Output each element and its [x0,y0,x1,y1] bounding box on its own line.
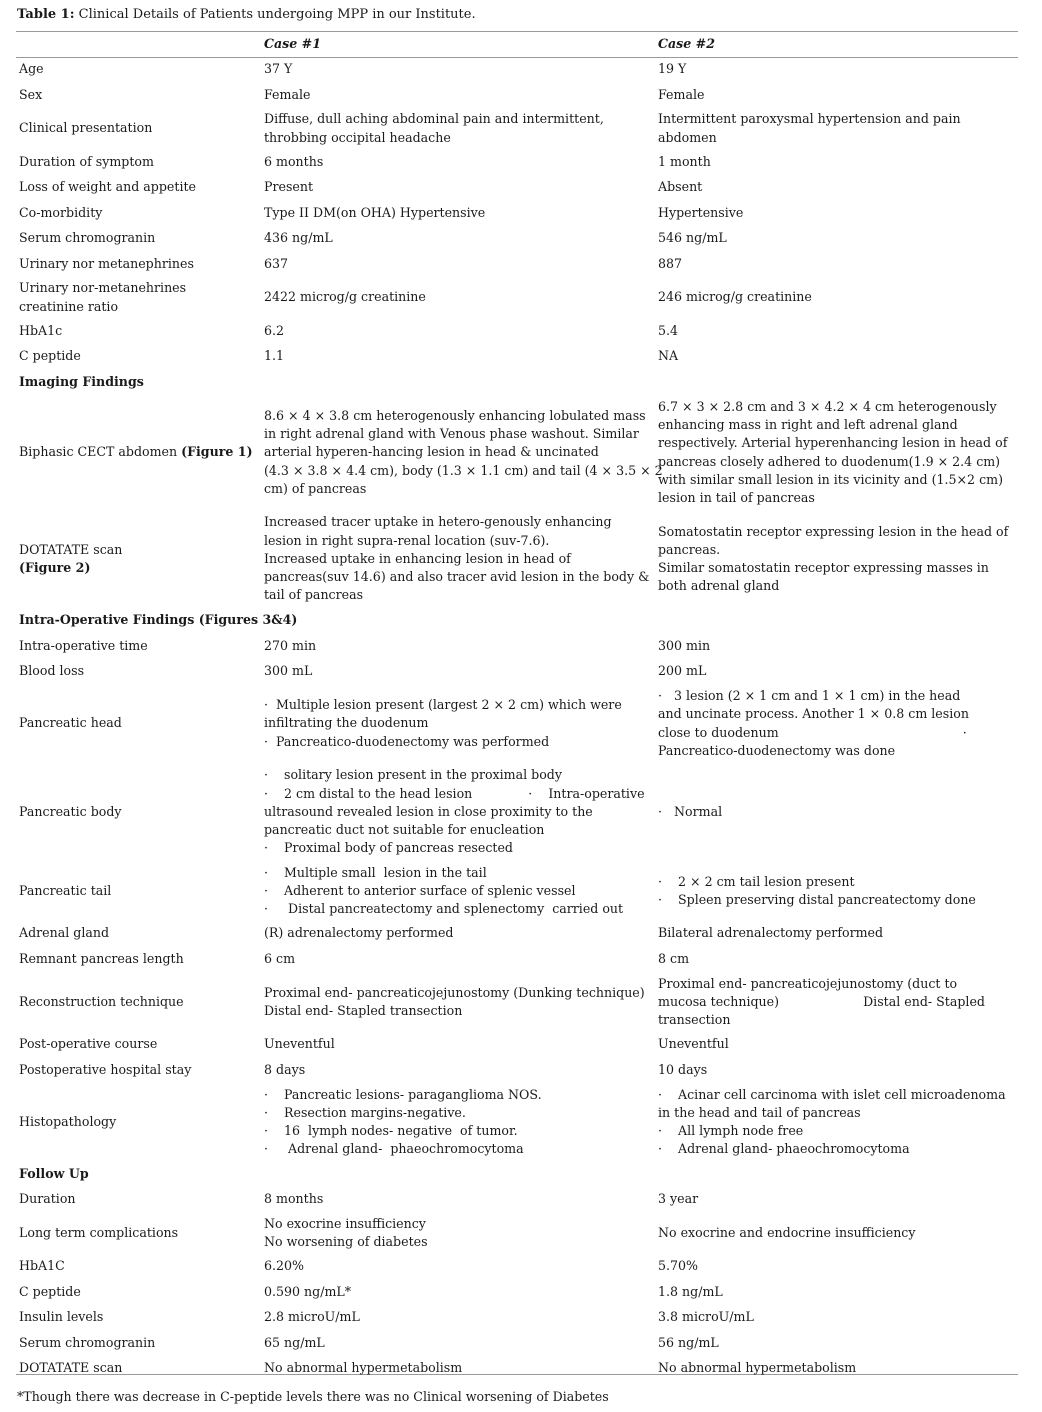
value-line: 6.2 [264,322,285,338]
value-line: Diffuse, dull aching abdominal pain and intermittent, [264,111,604,127]
case-1-value [261,1279,658,1305]
case-2-value [658,1330,1018,1356]
case-2-value [658,1212,1018,1254]
case-1-value [261,1254,658,1279]
value-line: ultrasound revealed lesion in close proximity to the [264,803,593,819]
row-label [16,1356,261,1380]
value-line: · 2 × 2 cm tail lesion present [658,873,855,889]
case-2-value [658,1356,1018,1380]
value-line: · Normal [658,803,723,819]
section-header-intra-operative-findings-figures-3-4 [16,608,1018,633]
value-line: Absent [658,179,703,195]
value-line: Uneventful [658,1036,729,1052]
value-line: · 3 lesion (2 × 1 cm and 1 × 1 cm) in the head [658,688,961,704]
row-label-line: creatinine ratio [19,298,119,314]
case-1-value [261,659,658,684]
row-label [16,108,261,149]
case-1-value [261,277,658,318]
row-label-text: Age [19,61,44,77]
value-line: arterial hyperen-hancing lesion in head & uncinated [264,444,599,460]
value-line: throbbing occipital headache [264,129,451,145]
case-1-value [261,175,658,200]
case-2-value [658,200,1018,226]
case-1-value [261,1305,658,1330]
row-label [16,318,261,344]
value-line: · Multiple small lesion in the tail [264,864,487,880]
row-label [16,1032,261,1057]
value-line: in right adrenal gland with Venous phase washout. Similar [264,426,639,442]
value-line: 0.590 ng/mL* [264,1283,352,1299]
row-label [16,395,261,510]
value-line: lesion in tail of pancreas [658,489,815,505]
row-label-text: Clinical presentation [19,120,153,136]
value-line: 637 [264,255,289,271]
row-label-text: Serum chromogranin [19,1334,156,1350]
value-line: enhancing mass in right and left adrenal gland [658,417,958,433]
row-label-text: Co-morbidity [19,204,103,220]
row-label [16,344,261,369]
value-line: pancreatic duct not suitable for enucleation [264,822,545,838]
value-line: Present [264,179,314,195]
case-1-value [261,149,658,175]
value-line: 887 [658,255,683,271]
value-line: Somatostatin receptor expressing lesion in the head of [658,523,1009,539]
case-2-value [658,921,1018,946]
case-1-value [261,1083,658,1161]
header-parameter [16,32,261,57]
case-1-value [261,861,658,921]
section-title: Imaging Findings [19,373,144,389]
case-1-value [261,200,658,226]
figure-reference: (Figure 1) [181,444,253,460]
row-label-text: Pancreatic head [19,715,122,731]
section-header-imaging-findings [16,369,1018,395]
row-label-text: Pancreatic body [19,803,122,819]
row-label [16,1187,261,1212]
section-title: Intra-Operative Findings (Figures 3&4) [19,612,298,628]
value-line: infiltrating the duodenum [264,715,429,731]
value-line: close to duodenum · [658,724,967,740]
table-row-pancreatic-head [16,684,1018,763]
value-line: 1.8 ng/mL [658,1283,723,1299]
row-label-text: C peptide [19,348,81,364]
value-line: mucosa technique) Distal end- Stapled [658,993,985,1009]
case-1-value [261,1330,658,1356]
value-line: · Acinar cell carcinoma with islet cell microadenoma [658,1086,1006,1102]
case-2-value [658,1254,1018,1279]
case-2-value [658,972,1018,1032]
case-2-value [658,82,1018,108]
row-label [16,57,261,82]
section-title: Follow Up [19,1165,89,1181]
value-line: · Adrenal gland- phaeochromocytoma [264,1141,524,1157]
table-caption-text: Clinical Details of Patients undergoing MPP in our Institute. [74,7,476,22]
case-1-value [261,1057,658,1083]
case-2-value [658,108,1018,149]
case-2-value [658,1032,1018,1057]
row-label-text: Reconstruction technique [19,993,184,1009]
value-line: abdomen [658,129,717,145]
row-label [16,1279,261,1305]
row-label [16,763,261,861]
row-label-text: Long term complications [19,1224,179,1240]
value-line: 6 cm [264,950,296,966]
case-1-value [261,108,658,149]
value-line: 10 days [658,1061,708,1077]
value-line: 1.1 [264,348,285,364]
case-2-value [658,1187,1018,1212]
row-label-text: Duration [19,1191,76,1207]
value-line: respectively. Arterial hyperenhancing lesion in head of [658,435,1008,451]
case-2-value [658,175,1018,200]
table-row-c-peptide [16,1279,1018,1305]
value-line: · 2 cm distal to the head lesion · Intra-operative [264,785,645,801]
value-line: No abnormal hypermetabolism [658,1359,857,1375]
value-line: 56 ng/mL [658,1334,719,1350]
table-row-post-operative-course [16,1032,1018,1057]
case-1-value [261,82,658,108]
table-row-pancreatic-body [16,763,1018,861]
value-line: NA [658,348,679,364]
case-1-value [261,395,663,510]
value-line: 8 months [264,1191,324,1207]
row-label [16,972,261,1032]
row-label [16,1083,261,1161]
row-label [16,861,261,921]
value-line: pancreas(suv 14.6) and also tracer avid lesion in the body & [264,569,650,585]
table-row-remnant-pancreas-length [16,946,1018,972]
table-row-co-morbidity [16,200,1018,226]
table-row-reconstruction-technique [16,972,1018,1032]
row-label-text: Biphasic CECT abdomen [19,444,178,460]
table-row-clinical-presentation [16,108,1018,149]
row-label-text: HbA1C [19,1258,65,1274]
row-label [16,1330,261,1356]
row-label-text: Duration of symptom [19,153,154,169]
value-line: 5.70% [658,1258,699,1274]
table-row-adrenal-gland [16,921,1018,946]
value-line: 270 min [264,637,317,653]
value-line: 1 month [658,153,711,169]
table-footnote: *Though there was decrease in C-peptide levels there was no Clinical worsening of Diabetes [17,1389,609,1404]
row-label-line: Urinary nor-metanehrines [19,280,187,296]
table-row-loss-of-weight-and-appetite [16,175,1018,200]
row-label-text: Postoperative hospital stay [19,1061,192,1077]
table-row-duration-of-symptom [16,149,1018,175]
row-label-text: Blood loss [19,663,85,679]
case-1-value [261,226,658,251]
value-line: transection [658,1012,731,1028]
case-2-value [658,57,1018,82]
case-1-value [261,1356,658,1380]
row-label [16,1212,261,1254]
case-1-value [261,946,658,972]
value-line: 2.8 microU/mL [264,1309,360,1325]
value-line: 2422 microg/g creatinine [264,289,426,305]
case-2-value [658,861,1018,921]
case-2-value [658,510,1018,608]
table-row-serum-chromogranin [16,226,1018,251]
table-row-hba1c [16,318,1018,344]
case-1-value [261,318,658,344]
case-2-value [658,1057,1018,1083]
value-line: (4.3 × 3.8 × 4.4 cm), body (1.3 × 1.1 cm) and tail (4 × 3.5 × 2 [264,462,663,478]
value-line: (R) adrenalectomy performed [264,925,454,941]
value-line: Pancreatico-duodenectomy was done [658,742,896,758]
value-line: 8 cm [658,950,690,966]
value-line: 37 Y [264,61,293,77]
value-line: 5.4 [658,322,679,338]
row-label [16,175,261,200]
case-2-value [658,277,1018,318]
clinical-details-table [16,32,1018,1380]
row-label-text: Adrenal gland [19,925,110,941]
value-line: both adrenal gland [658,578,780,594]
value-line: Bilateral adrenalectomy performed [658,925,884,941]
value-line: Proximal end- pancreaticojejunostomy (Dunking technique) [264,984,645,1000]
table-body [16,57,1018,1380]
value-line: cm) of pancreas [264,480,367,496]
value-line: Similar somatostatin receptor expressing masses in [658,560,989,575]
case-1-value [261,344,658,369]
row-label-text: Post-operative course [19,1036,158,1052]
value-line: 546 ng/mL [658,230,727,246]
value-line: · All lymph node free [658,1123,804,1138]
value-line: 6.20% [264,1258,305,1274]
value-line: Hypertensive [658,204,744,220]
case-2-value [658,344,1018,369]
case-1-value [261,1187,658,1212]
value-line: 8 days [264,1061,306,1077]
row-label-text: C peptide [19,1283,81,1299]
table-row-pancreatic-tail [16,861,1018,921]
table-row-serum-chromogranin [16,1330,1018,1356]
row-label-text: Loss of weight and appetite [19,179,196,195]
table-row-c-peptide [16,344,1018,369]
table-header-row [16,32,1018,57]
case-1-value [261,1032,658,1057]
value-line: · Pancreatic lesions- paraganglioma NOS. [264,1086,542,1102]
table-row-duration [16,1187,1018,1212]
case-1-value [261,57,658,82]
row-label [16,1057,261,1083]
value-line: No exocrine and endocrine insufficiency [658,1224,916,1240]
table-row-histopathology [16,1083,1018,1161]
table-row-age [16,57,1018,82]
table-row-insulin-levels [16,1305,1018,1330]
row-label [16,200,261,226]
value-line: · solitary lesion present in the proximal body [264,767,562,783]
row-label-text: HbA1c [19,322,63,338]
value-line: Female [658,86,705,102]
value-line: tail of pancreas [264,587,364,603]
row-label-text: Remnant pancreas length [19,950,184,966]
case-2-value [658,946,1018,972]
case-2-value [658,1083,1018,1161]
table-caption [17,6,476,24]
value-line: Increased tracer uptake in hetero-genously enhancing [264,514,612,530]
row-label [16,149,261,175]
value-line: 300 min [658,637,711,653]
value-line: Intermittent paroxysmal hypertension and pain [658,111,961,127]
case-1-value [261,921,658,946]
table-row-dotatate-scan [16,510,1018,608]
value-line: · Proximal body of pancreas resected [264,840,513,856]
table-row-postoperative-hospital-stay [16,1057,1018,1083]
value-line: · Adrenal gland- phaeochromocytoma [658,1141,910,1157]
value-line: 300 mL [264,663,313,679]
case-2-value [658,633,1018,659]
row-label-text: Insulin levels [19,1309,104,1325]
value-line: · Distal pancreatectomy and splenectomy carried out [264,901,624,917]
case-1-value [261,251,658,277]
value-line: 436 ng/mL [264,230,333,246]
table-row-urinary-nor-metanephrines [16,251,1018,277]
header-case-1: Case #1 [264,36,321,52]
row-label-text: Intra-operative time [19,637,148,653]
case-2-value [658,251,1018,277]
case-1-value [261,633,658,659]
row-label-text: Urinary nor metanephrines [19,255,194,271]
case-2-value [658,226,1018,251]
value-line: 3.8 microU/mL [658,1309,754,1325]
row-label [16,82,261,108]
case-1-value [261,684,658,763]
table-caption-label: Table 1: [17,7,75,22]
table-row-intra-operative-time [16,633,1018,659]
table-row-long-term-complications [16,1212,1018,1254]
value-line: No exocrine insufficiency [264,1215,426,1231]
section-header-follow-up [16,1161,1018,1187]
row-label-text: Histopathology [19,1113,117,1129]
row-label [16,684,261,763]
table-row-blood-loss [16,659,1018,684]
value-line: lesion in right supra-renal location (suv-7.6). [264,532,550,548]
value-line: 3 year [658,1191,699,1207]
value-line: 6.7 × 3 × 2.8 cm and 3 × 4.2 × 4 cm heterogenously [658,398,997,414]
case-2-value [658,763,1018,861]
case-2-value [658,149,1018,175]
value-line: Proximal end- pancreaticojejunostomy (duct to [658,975,958,991]
value-line: · Spleen preserving distal pancreatectomy done [658,892,976,907]
value-line: 246 microg/g creatinine [658,289,812,305]
case-2-value [658,395,1018,510]
value-line: 200 mL [658,663,707,679]
case-1-value [261,510,658,608]
case-1-value [261,972,658,1032]
figure-reference: (Figure 2) [19,560,91,575]
value-line: · Adherent to anterior surface of splenic vessel [264,882,576,898]
row-label [16,251,261,277]
row-label [16,921,261,946]
case-1-value [261,763,658,861]
row-label-text: DOTATATE scan [19,541,123,557]
row-label [16,1305,261,1330]
case-1-value [261,1212,658,1254]
case-2-value [658,318,1018,344]
value-line: No abnormal hypermetabolism [264,1359,463,1375]
table-row-urinary-nor-metanehrines-creatinine-ratio [16,277,1018,318]
row-label-text: Sex [19,86,43,102]
row-label [16,510,261,608]
value-line: · Resection margins-negative. [264,1104,466,1120]
row-label [16,659,261,684]
value-line: · 16 lymph nodes- negative of tumor. [264,1123,518,1138]
row-label [16,633,261,659]
value-line: Distal end- Stapled transection [264,1003,463,1018]
row-label [16,226,261,251]
case-2-value [658,659,1018,684]
value-line: Female [264,86,311,102]
value-line: pancreas. [658,541,721,557]
value-line: Increased uptake in enhancing lesion in head of [264,550,571,566]
value-line: 65 ng/mL [264,1334,325,1350]
table-row-biphasic-cect-abdomen [16,395,1018,510]
value-line: · Pancreatico-duodenectomy was performed [264,733,550,749]
value-line: pancreas closely adhered to duodenum(1.9 × 2.4 cm) [658,453,1001,469]
table-row-hba1c [16,1254,1018,1279]
value-line: Type II DM(on OHA) Hypertensive [264,204,486,220]
table-row-sex [16,82,1018,108]
row-label-text: Serum chromogranin [19,230,156,246]
case-2-value [658,1305,1018,1330]
row-label [16,1254,261,1279]
value-line: and uncinate process. Another 1 × 0.8 cm lesion [658,706,969,722]
header-case-2: Case #2 [658,36,715,52]
row-label-text: Pancreatic tail [19,882,112,898]
value-line: in the head and tail of pancreas [658,1104,861,1120]
row-label [16,946,261,972]
value-line: No worsening of diabetes [264,1234,428,1249]
row-label [16,277,261,318]
value-line: 19 Y [658,61,687,77]
case-2-value [658,1279,1018,1305]
value-line: with similar small lesion in its vicinity and (1.5×2 cm) [658,471,1003,487]
value-line: · Multiple lesion present (largest 2 × 2 cm) which were [264,697,622,713]
value-line: 6 months [264,153,324,169]
value-line: 8.6 × 4 × 3.8 cm heterogenously enhancing lobulated mass [264,407,646,423]
row-label-text: DOTATATE scan [19,1359,123,1375]
case-2-value [658,684,1018,763]
value-line: Uneventful [264,1036,335,1052]
table-row-dotatate-scan [16,1356,1018,1380]
